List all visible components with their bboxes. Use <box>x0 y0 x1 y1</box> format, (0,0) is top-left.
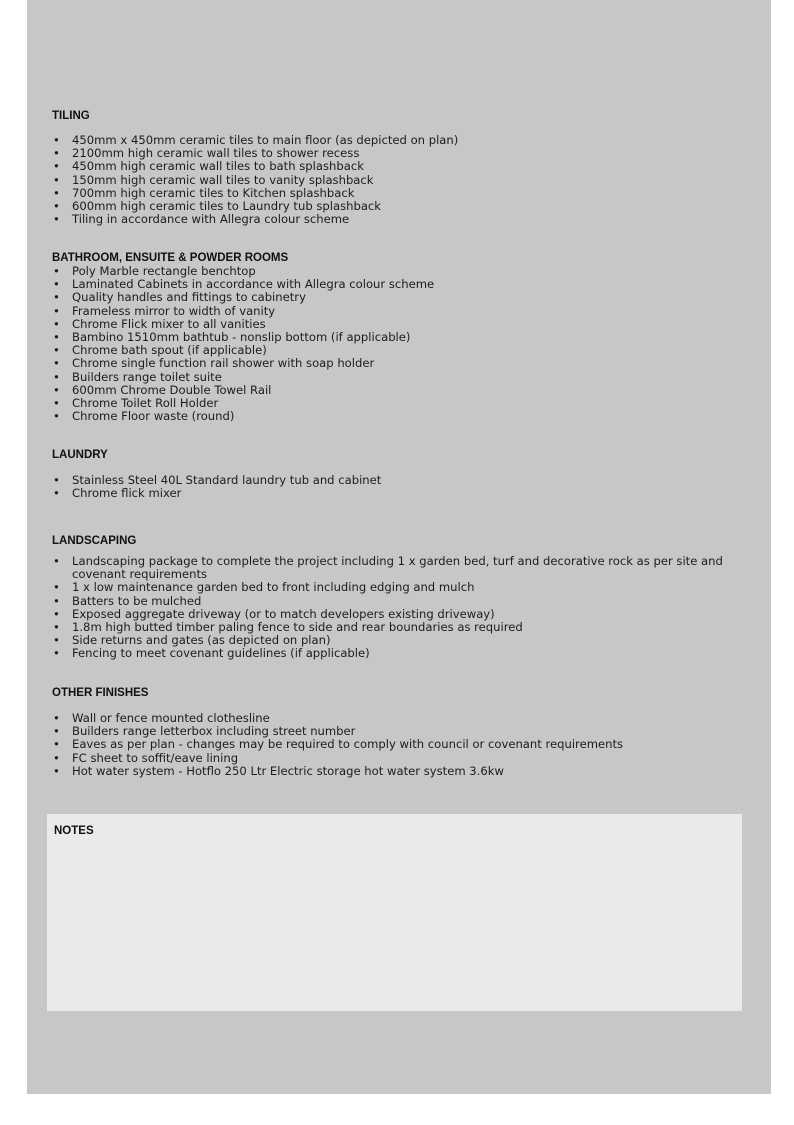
list-item: • Chrome Flick mixer to all vanities <box>53 316 266 331</box>
bullet-icon: • <box>53 316 60 331</box>
list-item: • Tiling in accordance with Allegra colour scheme <box>53 212 350 227</box>
list-item: • 1 x low maintenance garden bed to front including edging and mulch <box>53 580 475 595</box>
bullet-icon: • <box>53 185 60 200</box>
list-item: • 450mm high ceramic wall tiles to bath splashback <box>53 159 364 174</box>
bullet-icon: • <box>53 303 60 318</box>
bullet-icon: • <box>53 330 60 345</box>
bullet-icon: • <box>53 133 60 147</box>
bullet-icon: • <box>53 711 60 725</box>
bullet-icon: • <box>53 369 60 384</box>
list-item: • Bambino 1510mm bathtub - nonslip bottom (if applicable) <box>53 330 411 345</box>
bullet-icon: • <box>53 212 60 227</box>
bullet-icon: • <box>53 646 60 661</box>
list-item: • Chrome single function rail shower with soap holder <box>53 356 375 371</box>
list-item: • Fencing to meet covenant guidelines (if applicable) <box>53 646 370 661</box>
list-item: • Builders range letterbox including street number <box>53 724 356 739</box>
bullet-icon: • <box>53 382 60 397</box>
bullet-icon: • <box>53 199 60 214</box>
bullet-icon: • <box>53 633 60 648</box>
bullet-icon: • <box>53 606 60 621</box>
list-item: • 600mm Chrome Double Towel Rail <box>53 382 272 397</box>
notes-title: NOTES <box>54 825 94 837</box>
list-item: • 2100mm high ceramic wall tiles to shower recess <box>53 146 360 161</box>
bullet-icon: • <box>53 409 60 424</box>
bullet-icon: • <box>53 277 60 292</box>
list-item: • Chrome Toilet Roll Holder <box>53 396 219 411</box>
bullet-icon: • <box>53 737 60 752</box>
bullet-icon: • <box>53 172 60 187</box>
list-item: • 700mm high ceramic tiles to Kitchen splashback <box>53 185 355 200</box>
list-item: • Chrome bath spout (if applicable) <box>53 343 267 358</box>
document-page <box>27 0 771 1094</box>
section-other-finishes <box>52 686 762 778</box>
bullet-icon: • <box>53 290 60 305</box>
section-title-other-finishes: OTHER FINISHES <box>52 687 149 699</box>
bullet-icon: • <box>53 159 60 174</box>
bullet-icon: • <box>53 724 60 739</box>
list-item: • Landscaping package to complete the project including 1 x garden bed, turf and decorative rock as per site and covenant requirements <box>53 554 723 582</box>
list-item: • Chrome Floor waste (round) <box>53 409 235 424</box>
bullet-icon: • <box>53 554 60 568</box>
list-item: • 1.8m high butted timber paling fence to side and rear boundaries as required <box>53 620 523 635</box>
list-item: • Laminated Cabinets in accordance with Allegra colour scheme <box>53 277 435 292</box>
notes-box[interactable] <box>47 814 742 1011</box>
list-item: • Poly Marble rectangle benchtop <box>53 264 256 278</box>
bullet-icon: • <box>53 620 60 635</box>
section-bathroom <box>52 251 762 423</box>
section-laundry <box>52 448 762 500</box>
bullet-icon: • <box>53 486 60 501</box>
bullet-icon: • <box>53 473 60 487</box>
list-item: • Eaves as per plan - changes may be required to comply with council or covenant requirements <box>53 737 624 752</box>
section-landscaping <box>52 534 762 661</box>
bullet-icon: • <box>53 763 60 778</box>
list-item: • Side returns and gates (as depicted on plan) <box>53 633 331 648</box>
list-item: • 450mm x 450mm ceramic tiles to main floor (as depicted on plan) <box>53 133 459 147</box>
laundry-list <box>52 474 762 500</box>
list-item: • Stainless Steel 40L Standard laundry tub and cabinet <box>53 473 382 487</box>
landscaping-list <box>52 555 762 661</box>
bullet-icon: • <box>53 356 60 371</box>
other-finishes-list <box>52 712 762 778</box>
list-item: • 600mm high ceramic tiles to Laundry tub splashback <box>53 199 382 214</box>
list-item: • Wall or fence mounted clothesline <box>53 711 270 725</box>
list-item: • Chrome flick mixer <box>53 486 182 501</box>
bullet-icon: • <box>53 593 60 608</box>
bathroom-list <box>52 265 762 423</box>
list-item: • Exposed aggregate driveway (or to match developers existing driveway) <box>53 606 495 621</box>
list-item: • Quality handles and fittings to cabinetry <box>53 290 306 305</box>
list-item: • Batters to be mulched <box>53 593 202 608</box>
bullet-icon: • <box>53 750 60 765</box>
list-item: • Builders range toilet suite <box>53 369 222 384</box>
list-item: • Hot water system - Hotflo 250 Ltr Electric storage hot water system 3.6kw <box>53 763 504 778</box>
bullet-icon: • <box>53 264 60 278</box>
section-title-laundry: LAUNDRY <box>52 449 108 461</box>
list-item: • FC sheet to soffit/eave lining <box>53 750 239 765</box>
section-tiling <box>52 109 762 226</box>
section-title-bathroom: BATHROOM, ENSUITE & POWDER ROOMS <box>52 252 289 264</box>
tiling-list <box>52 134 762 226</box>
list-item: • Frameless mirror to width of vanity <box>53 303 276 318</box>
bullet-icon: • <box>53 343 60 358</box>
section-title-tiling: TILING <box>52 110 90 122</box>
list-item: • 150mm high ceramic wall tiles to vanity splashback <box>53 172 374 187</box>
section-title-landscaping: LANDSCAPING <box>52 535 137 547</box>
bullet-icon: • <box>53 580 60 595</box>
bullet-icon: • <box>53 146 60 161</box>
bullet-icon: • <box>53 396 60 411</box>
